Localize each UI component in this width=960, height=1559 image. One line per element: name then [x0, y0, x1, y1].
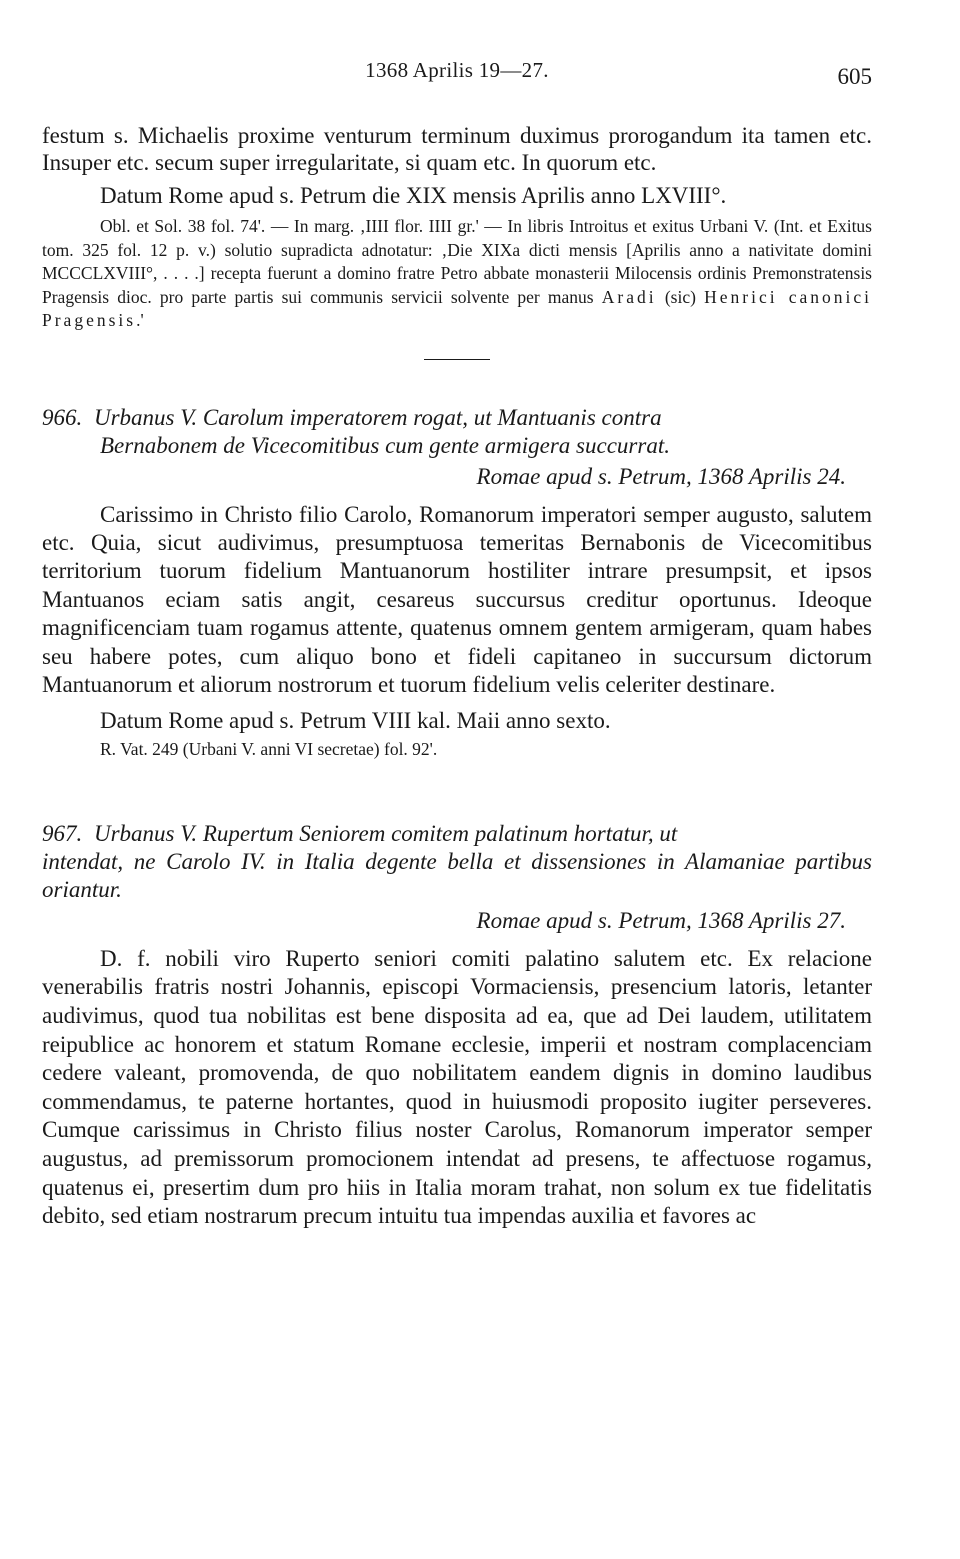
document-entry [42, 820, 872, 1231]
datum-line: Datum Rome apud s. Petrum VIII kal. Maii anno sexto. [100, 708, 611, 734]
document-summary-continued: Bernabonem de Vicecomitibus cum gente armigera succurrat. [100, 432, 670, 458]
document-heading [42, 820, 872, 904]
note-spaced-name: Aradi [601, 286, 657, 307]
note-sic: (sic) [664, 286, 696, 307]
book-page [42, 52, 872, 1231]
document-summary-continued: intendat, ne Carolo IV. in Italia degente bella et dissensiones in Alamaniae partibus oriantur. [42, 848, 872, 902]
archival-note: R. Vat. 249 (Urbani V. anni VI secretae) fol. 92'. [100, 739, 438, 760]
note-spaced-name: Henrici canonici Pragensis [42, 286, 873, 330]
place-date: Romae apud s. Petrum, 1368 Aprilis 24. [476, 463, 846, 489]
document-summary: Urbanus V. Carolum imperatorem rogat, ut Mantuanis contra [94, 404, 662, 430]
section-divider [424, 359, 490, 360]
running-title: 1368 Aprilis 19—27. [365, 58, 549, 82]
document-heading [42, 404, 872, 460]
datum-line: Datum Rome apud s. Petrum die XIX mensis Aprilis anno LXVIII°. [100, 183, 727, 208]
document-body: festum s. Michaelis proxime venturum terminum duximus prorogandum ita tamen etc. Insuper etc. secum super irregularitate, si quam etc. In quorum etc. [42, 123, 872, 175]
page-number: 605 [837, 64, 872, 89]
previous-document [42, 122, 872, 333]
note-text: Obl. et Sol. 38 fol. 74'. — In marg. ‚IIII flor. IIII gr.' — In libris Introitus et exitus Urbani V. (Int. et Exitus tom. 325 fol. 12 p. v.) solutio supradicta adnotatur: ‚Die XIXa dicti mensis [Aprilis anno a nativitate domini MCCCLXVIII°, . . . .] recepta fuerunt a domino fratre Petro abbate monasterii Milocensis ordinis Premonstratensis Pragensis dioc. pro parte partis sui communis servicii solvente per manus [42, 216, 872, 307]
place-date: Romae apud s. Petrum, 1368 Aprilis 27. [476, 907, 846, 933]
document-body: Carissimo in Christo filio Carolo, Romanorum imperatori semper augusto, salutem etc. Quia, sicut audivimus, presumptuosa temeritas Bernabonis de Vicecomitibus territorium tuorum fidelium Mantuanorum hostiliter intrare presumpsit, et ipsos Mantuanos eciam satis angit, cesareus succursus creditur oportunus. Ideoque magnificenciam tuam rogamus attente, quatenus omnem gentem armigeram, quam habes seu habere potes, cum aliquo bono et fideli capitaneo in succursum dictorum Mantuanorum et aliorum nostrorum et tuorum fidelium velis celeriter destinare. [42, 501, 872, 697]
running-header [42, 52, 872, 89]
archival-note [42, 215, 872, 333]
document-body: D. f. nobili viro Ruperto seniori comiti palatino salutem etc. Ex relacione venerabilis fratris nostri Johannis, episcopi Vormaciensis, presencium latoris, letanter audivimus, quod tua nobilitas est bene disposita ad ea, que ad Dei laudem, utilitatem reipublice ac honorem et statum Romane ecclesie, imperii et nostram complacenciam cedere valeant, promovenda, de quo nobilitatem eandem dignis in domino laudibus commendamus, te paterne hortantes, quod in huiusmodi proposito iugiter perseveres. Cumque carissimus in Christo filius noster Carolus, Romanorum imperator semper augustus, ad premissorum promocionem intendat ad presens, te affectuose rogamus, quatenus ei, presertim dum pro hiis in Italia moram trahat, non solum ex tue fidelitatis debito, sed etiam nostrarum precum intuitu tua impendas auxilia et favores ac [42, 945, 872, 1229]
document-summary: Urbanus V. Rupertum Seniorem comitem palatinum hortatur, ut [94, 820, 678, 846]
document-number: 966. [42, 404, 83, 430]
note-end: .' [136, 310, 144, 330]
document-entry [42, 404, 872, 762]
document-number: 967. [42, 820, 83, 846]
